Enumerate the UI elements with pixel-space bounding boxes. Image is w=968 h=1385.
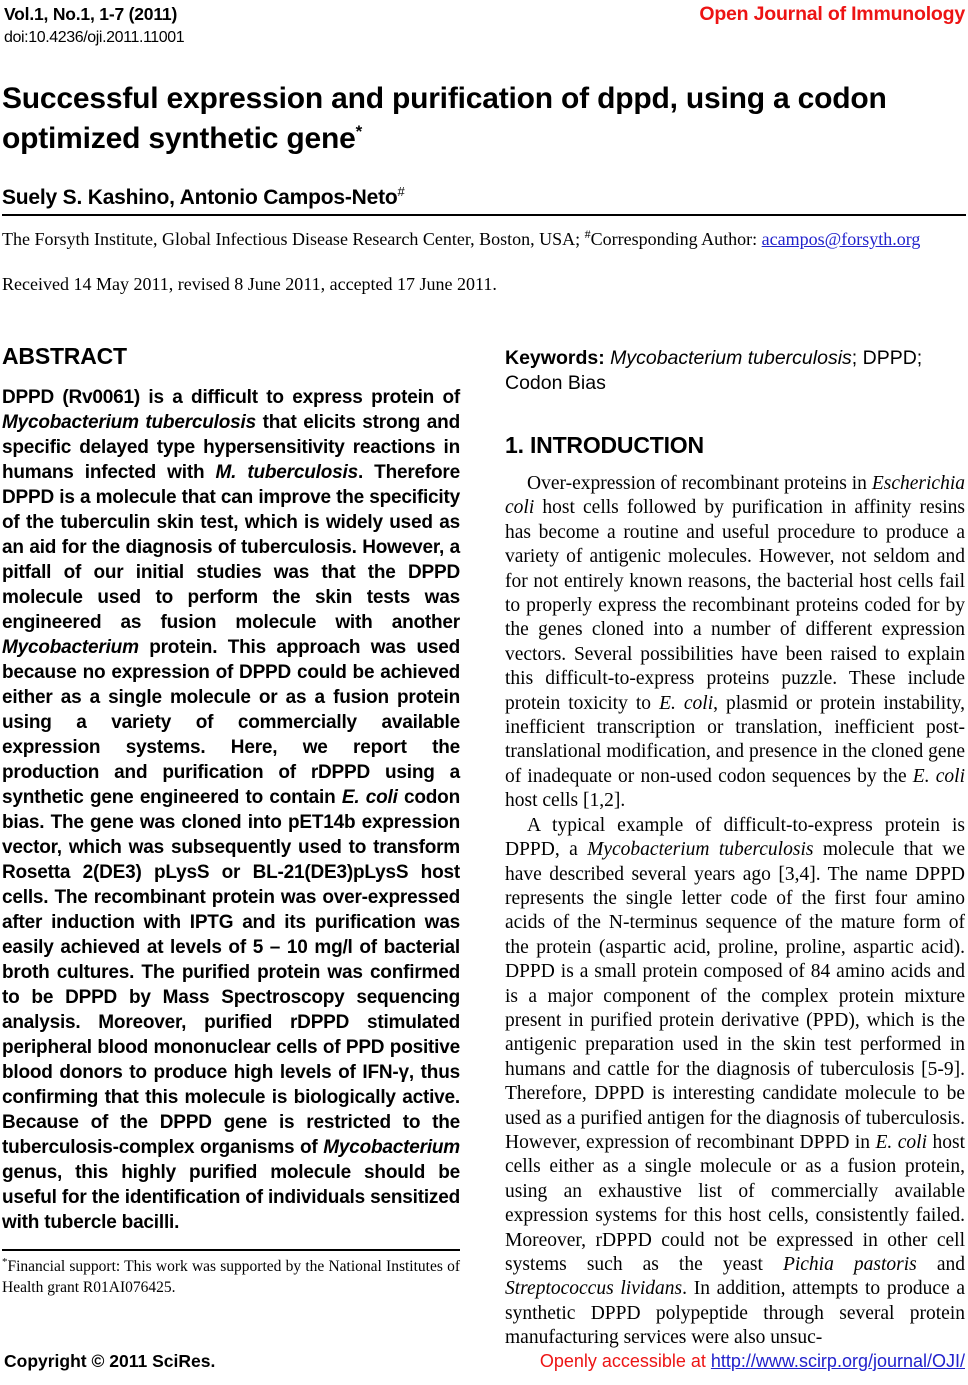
article-title <box>2 79 966 159</box>
author-names: Suely S. Kashino, Antonio Campos-Neto <box>2 186 398 209</box>
page-header <box>4 3 965 49</box>
article-title-text: Successful expression and purification of dppd, using a codon optimized synthetic gene <box>2 82 887 155</box>
email-link[interactable]: acampos@forsyth.org <box>761 229 921 249</box>
keywords-line <box>505 346 965 396</box>
two-column-body <box>2 343 965 1351</box>
introduction-heading: 1. INTRODUCTION <box>505 432 704 458</box>
corresponding-label: Corresponding Author: <box>590 229 762 249</box>
copyright-notice: Copyright © 2011 SciRes. <box>4 1351 216 1371</box>
abstract-heading: ABSTRACT <box>2 343 127 369</box>
footnote-marker: * <box>2 1255 8 1268</box>
right-column <box>505 343 965 1351</box>
affiliation-text: The Forsyth Institute, Global Infectious Disease Research Center, Boston, USA; <box>2 229 585 249</box>
open-access-line <box>540 1351 965 1372</box>
introduction-paragraph-1: Over-expression of recombinant proteins in Escherichia coli host cells followed by purification in affinity resins has become a routine and useful procedure to produce a variety of antigenic molecules. However, not seldom and for not entirely known reasons, the bacterial host cells fail to properly express the recombinant proteins coded for by the genes cloned into a number of different expression vectors. Several possibilities have been raised to explain this difficult-to-express proteins puzzle. These include protein toxicity to E. coli, plasmid or protein instability, inefficient transcription or translation, inefficient post-translational modification, and presence in the cloned gene of inadequate or non-used codon sequences by the E. coli host cells [1,2]. <box>505 473 965 812</box>
author-divider-rule <box>2 214 966 216</box>
affiliation-line <box>2 227 966 251</box>
dates-line: Received 14 May 2011, revised 8 June 2011, accepted 17 June 2011. <box>2 274 497 294</box>
volume-issue: Vol.1, No.1, 1-7 (2011) <box>4 4 178 24</box>
footnote-text: Financial support: This work was supported by the National Institutes of Health grant R01AI076425. <box>2 1258 460 1296</box>
doi-line: doi:10.4236/oji.2011.11001 <box>4 29 185 46</box>
open-access-text: Openly accessible at <box>539 1351 711 1371</box>
author-note-marker: # <box>397 184 405 199</box>
author-line <box>2 186 405 210</box>
corresponding-marker: # <box>584 227 591 241</box>
issue-info-block <box>4 3 184 49</box>
journal-url-link[interactable]: http://www.scirp.org/journal/OJI/ <box>710 1351 965 1371</box>
title-footnote-marker: * <box>355 122 363 141</box>
page-footer <box>4 1351 965 1372</box>
left-column <box>2 343 460 1351</box>
keywords-list: Mycobacterium tuberculosis; DPPD; Codon Bias <box>505 347 923 394</box>
abstract-text: DPPD (Rv0061) is a difficult to express protein of Mycobacterium tuberculosis that elicits strong and specific delayed type hypersensitivity reactions in humans infected with M. tuberculosis. Therefore DPPD is a molecule that can improve the specificity of the tuberculin skin test, which is widely used as an aid for the diagnosis of tuberculosis. However, a pitfall of our initial studies was that the DPPD molecule used to perform the skin tests was engineered as fusion molecule with another Mycobacterium protein. This approach was used because no expression of DPPD could be achieved either as a single molecule or as a fusion protein using a variety of commercially available expression systems. Here, we report the production and purification of rDPPD using a synthetic gene engineered to contain E. coli codon bias. The gene was cloned into pET14b expression vector, which was subsequently used to transform Rosetta 2(DE3) pLysS or BL-21(DE3)pLysS host cells. The recombinant protein was over-expressed after induction with IPTG and its purification was easily achieved at levels of 5 – 10 mg/l of bacterial broth cultures. The purified protein was confirmed to be DPPD by Mass Spectroscopy sequencing analysis. Moreover, purified rDPPD stimulated peripheral blood mononuclear cells of PPD positive blood donors to produce high levels of IFN-γ, thus confirming that this molecule is biologically active. Because of the DPPD gene is restricted to the tuberculosis-complex organisms of Mycobacterium genus, this highly purified molecule should be useful for the identification of individuals sensitized with tubercle bacilli. <box>2 387 460 1233</box>
introduction-paragraph-2: A typical example of difficult-to-express protein is DPPD, a Mycobacterium tuberculosis molecule that we have described several years ago [3,4]. The name DPPD represents the single letter code of the first four amino acids of the N-terminus sequence of the mature form of the protein (aspartic acid, proline, proline, aspartic acid). DPPD is a small protein composed of 84 amino acids and is a major component of the complex protein mixture present in purified protein derivative (PPD), which is the antigenic preparation used in the skin test performed in humans and cattle for the diagnosis of tuberculosis [5-9]. Therefore, DPPD is interesting candidate molecule to be used as a purified antigen for the diagnosis of tuberculosis. However, expression of recombinant DPPD in E. coli host cells either as a single molecule or as a fusion protein, using an exhaustive list of commercially available expression systems for this host cells, consistently failed. Moreover, rDPPD could not be expressed in other cell systems such as the yeast Pichia pastoris and Streptococcus lividans. In addition, attempts to produce a synthetic DPPD polypeptide through several protein manufacturing services were also unsuc- <box>505 814 965 1349</box>
financial-support-footnote <box>2 1249 460 1298</box>
journal-title: Open Journal of Immunology <box>699 3 965 25</box>
keywords-label: Keywords: <box>505 347 611 369</box>
